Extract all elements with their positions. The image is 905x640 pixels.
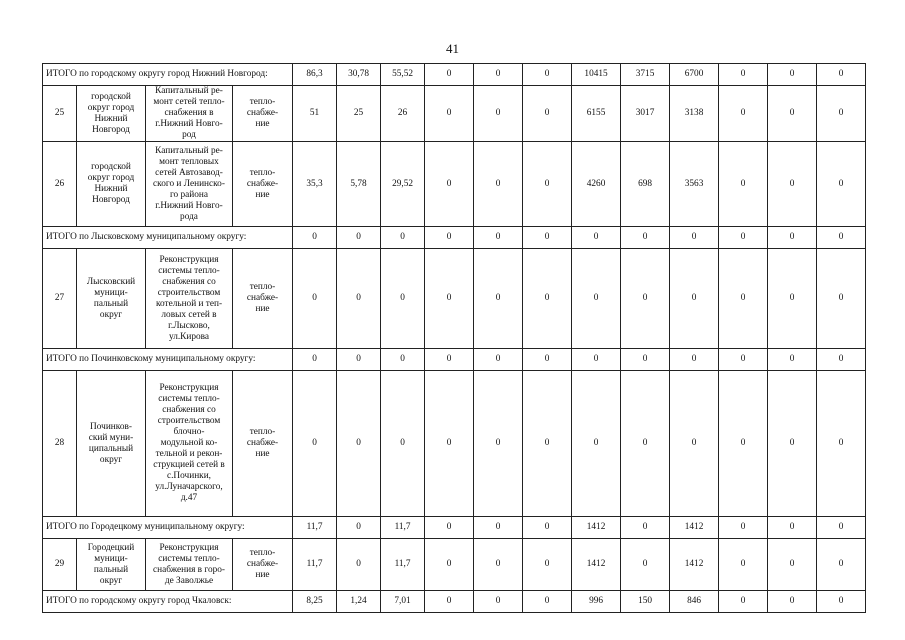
district-cell: Городецкий муници- пальный округ bbox=[77, 539, 146, 591]
value-cell: 0 bbox=[293, 349, 337, 371]
value-cell: 0 bbox=[523, 227, 572, 249]
value-cell: 0 bbox=[621, 539, 670, 591]
value-cell: 0 bbox=[337, 539, 381, 591]
row-number: 26 bbox=[43, 142, 77, 227]
value-cell: 0 bbox=[337, 517, 381, 539]
value-cell: 0 bbox=[719, 371, 768, 517]
value-cell: 1412 bbox=[572, 517, 621, 539]
value-cell: 0 bbox=[474, 64, 523, 86]
table-body bbox=[43, 64, 866, 613]
value-cell: 0 bbox=[719, 349, 768, 371]
value-cell: 0 bbox=[523, 64, 572, 86]
value-cell: 0 bbox=[474, 591, 523, 613]
value-cell: 0 bbox=[768, 517, 817, 539]
value-cell: 0 bbox=[523, 371, 572, 517]
value-cell: 0 bbox=[768, 227, 817, 249]
total-label: ИТОГО по Городецкому муниципальному округу: bbox=[43, 517, 293, 539]
value-cell: 1,24 bbox=[337, 591, 381, 613]
value-cell: 0 bbox=[670, 227, 719, 249]
value-cell: 0 bbox=[293, 227, 337, 249]
value-cell: 0 bbox=[474, 539, 523, 591]
value-cell: 0 bbox=[523, 349, 572, 371]
value-cell: 8,25 bbox=[293, 591, 337, 613]
value-cell: 6155 bbox=[572, 86, 621, 142]
value-cell: 3138 bbox=[670, 86, 719, 142]
value-cell: 0 bbox=[474, 517, 523, 539]
value-cell: 0 bbox=[523, 249, 572, 349]
value-cell: 0 bbox=[381, 249, 425, 349]
district-cell: Лысковский муници- пальный округ bbox=[77, 249, 146, 349]
value-cell: 0 bbox=[719, 64, 768, 86]
total-row bbox=[43, 349, 866, 371]
value-cell: 0 bbox=[768, 349, 817, 371]
value-cell: 0 bbox=[381, 227, 425, 249]
value-cell: 0 bbox=[768, 249, 817, 349]
project-row bbox=[43, 371, 866, 517]
value-cell: 6700 bbox=[670, 64, 719, 86]
value-cell: 0 bbox=[474, 371, 523, 517]
value-cell: 0 bbox=[817, 591, 866, 613]
value-cell: 3017 bbox=[621, 86, 670, 142]
value-cell: 0 bbox=[817, 371, 866, 517]
value-cell: 0 bbox=[572, 349, 621, 371]
value-cell: 0 bbox=[523, 517, 572, 539]
total-row bbox=[43, 227, 866, 249]
value-cell: 0 bbox=[425, 349, 474, 371]
value-cell: 0 bbox=[381, 349, 425, 371]
value-cell: 30,78 bbox=[337, 64, 381, 86]
value-cell: 0 bbox=[768, 64, 817, 86]
value-cell: 0 bbox=[425, 86, 474, 142]
value-cell: 0 bbox=[768, 539, 817, 591]
value-cell: 11,7 bbox=[381, 539, 425, 591]
value-cell: 0 bbox=[572, 227, 621, 249]
value-cell: 1412 bbox=[670, 539, 719, 591]
value-cell: 11,7 bbox=[293, 539, 337, 591]
investment-program-table bbox=[42, 63, 866, 613]
value-cell: 0 bbox=[719, 227, 768, 249]
value-cell: 0 bbox=[768, 591, 817, 613]
value-cell: 0 bbox=[474, 86, 523, 142]
value-cell: 0 bbox=[337, 349, 381, 371]
value-cell: 0 bbox=[474, 249, 523, 349]
total-label: ИТОГО по городскому округу город Чкаловск: bbox=[43, 591, 293, 613]
value-cell: 0 bbox=[523, 539, 572, 591]
service-type: тепло- снабже- ние bbox=[233, 249, 293, 349]
value-cell: 10415 bbox=[572, 64, 621, 86]
value-cell: 0 bbox=[474, 349, 523, 371]
value-cell: 0 bbox=[523, 142, 572, 227]
value-cell: 0 bbox=[621, 227, 670, 249]
value-cell: 0 bbox=[293, 371, 337, 517]
project-description: Реконструкция системы тепло- снабжения со строительством блочно- модульной ко- тельной и рекон- струкцией сетей в с.Починки, ул.Луначарского, д.47 bbox=[146, 371, 233, 517]
value-cell: 3563 bbox=[670, 142, 719, 227]
value-cell: 0 bbox=[817, 539, 866, 591]
value-cell: 0 bbox=[817, 86, 866, 142]
value-cell: 0 bbox=[425, 371, 474, 517]
value-cell: 150 bbox=[621, 591, 670, 613]
total-label: ИТОГО по Починковскому муниципальному округу: bbox=[43, 349, 293, 371]
district-cell: городской округ город Нижний Новгород bbox=[77, 142, 146, 227]
service-type: тепло- снабже- ние bbox=[233, 142, 293, 227]
value-cell: 4260 bbox=[572, 142, 621, 227]
total-row bbox=[43, 591, 866, 613]
value-cell: 0 bbox=[719, 591, 768, 613]
value-cell: 0 bbox=[621, 249, 670, 349]
value-cell: 0 bbox=[817, 349, 866, 371]
total-label: ИТОГО по городскому округу город Нижний Новгород: bbox=[43, 64, 293, 86]
value-cell: 0 bbox=[293, 249, 337, 349]
value-cell: 0 bbox=[670, 371, 719, 517]
value-cell: 0 bbox=[719, 249, 768, 349]
project-row bbox=[43, 86, 866, 142]
value-cell: 1412 bbox=[572, 539, 621, 591]
value-cell: 0 bbox=[572, 249, 621, 349]
value-cell: 0 bbox=[719, 142, 768, 227]
value-cell: 35,3 bbox=[293, 142, 337, 227]
total-row bbox=[43, 64, 866, 86]
value-cell: 29,52 bbox=[381, 142, 425, 227]
value-cell: 0 bbox=[817, 64, 866, 86]
value-cell: 0 bbox=[621, 517, 670, 539]
value-cell: 0 bbox=[670, 249, 719, 349]
district-cell: Починков- ский муни- ципальный округ bbox=[77, 371, 146, 517]
value-cell: 11,7 bbox=[293, 517, 337, 539]
project-description: Реконструкция системы тепло- снабжения в горо- де Заволжье bbox=[146, 539, 233, 591]
value-cell: 0 bbox=[337, 249, 381, 349]
service-type: тепло- снабже- ние bbox=[233, 86, 293, 142]
project-description: Реконструкция системы тепло- снабжения со строительством котельной и теп- ловых сетей в г.Лысково, ул.Кирова bbox=[146, 249, 233, 349]
value-cell: 3715 bbox=[621, 64, 670, 86]
page-number: 41 bbox=[446, 41, 459, 56]
value-cell: 26 bbox=[381, 86, 425, 142]
value-cell: 846 bbox=[670, 591, 719, 613]
value-cell: 0 bbox=[425, 539, 474, 591]
total-row bbox=[43, 517, 866, 539]
value-cell: 0 bbox=[572, 371, 621, 517]
value-cell: 0 bbox=[621, 349, 670, 371]
value-cell: 51 bbox=[293, 86, 337, 142]
value-cell: 0 bbox=[719, 517, 768, 539]
district-cell: городской округ город Нижний Новгород bbox=[77, 86, 146, 142]
project-description: Капитальный ре- монт тепловых сетей Автозавод- ского и Ленинско- го района г.Нижний Новго- рода bbox=[146, 142, 233, 227]
value-cell: 0 bbox=[337, 227, 381, 249]
value-cell: 0 bbox=[425, 249, 474, 349]
value-cell: 0 bbox=[719, 86, 768, 142]
project-row bbox=[43, 142, 866, 227]
value-cell: 0 bbox=[817, 517, 866, 539]
value-cell: 0 bbox=[817, 249, 866, 349]
value-cell: 698 bbox=[621, 142, 670, 227]
value-cell: 0 bbox=[425, 142, 474, 227]
value-cell: 0 bbox=[425, 64, 474, 86]
total-label: ИТОГО по Лысковскому муниципальному округу: bbox=[43, 227, 293, 249]
value-cell: 5,78 bbox=[337, 142, 381, 227]
value-cell: 0 bbox=[474, 142, 523, 227]
value-cell: 0 bbox=[381, 371, 425, 517]
value-cell: 0 bbox=[425, 227, 474, 249]
value-cell: 0 bbox=[768, 142, 817, 227]
value-cell: 0 bbox=[337, 371, 381, 517]
value-cell: 25 bbox=[337, 86, 381, 142]
row-number: 28 bbox=[43, 371, 77, 517]
project-description: Капитальный ре- монт сетей тепло- снабжения в г.Нижний Новго- род bbox=[146, 86, 233, 142]
value-cell: 1412 bbox=[670, 517, 719, 539]
project-row bbox=[43, 249, 866, 349]
value-cell: 0 bbox=[670, 349, 719, 371]
value-cell: 0 bbox=[621, 371, 670, 517]
value-cell: 0 bbox=[425, 591, 474, 613]
value-cell: 0 bbox=[425, 517, 474, 539]
row-number: 25 bbox=[43, 86, 77, 142]
service-type: тепло- снабже- ние bbox=[233, 539, 293, 591]
value-cell: 0 bbox=[768, 86, 817, 142]
value-cell: 0 bbox=[768, 371, 817, 517]
value-cell: 0 bbox=[719, 539, 768, 591]
value-cell: 0 bbox=[523, 86, 572, 142]
value-cell: 0 bbox=[817, 142, 866, 227]
row-number: 29 bbox=[43, 539, 77, 591]
value-cell: 0 bbox=[817, 227, 866, 249]
value-cell: 7,01 bbox=[381, 591, 425, 613]
value-cell: 0 bbox=[474, 227, 523, 249]
project-row bbox=[43, 539, 866, 591]
value-cell: 996 bbox=[572, 591, 621, 613]
row-number: 27 bbox=[43, 249, 77, 349]
value-cell: 0 bbox=[523, 591, 572, 613]
value-cell: 86,3 bbox=[293, 64, 337, 86]
value-cell: 11,7 bbox=[381, 517, 425, 539]
value-cell: 55,52 bbox=[381, 64, 425, 86]
service-type: тепло- снабже- ние bbox=[233, 371, 293, 517]
